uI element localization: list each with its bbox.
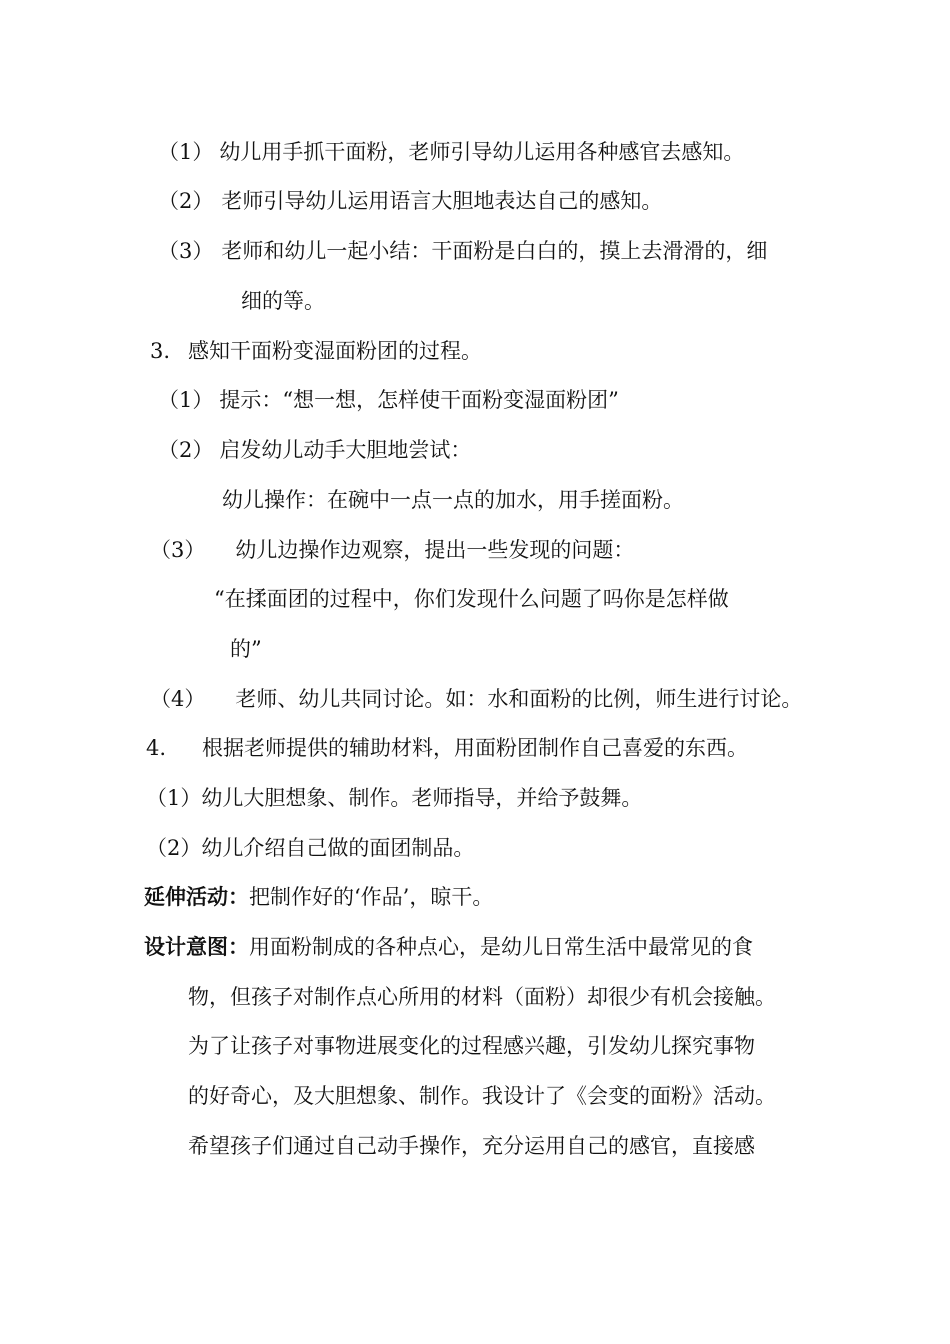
step-3-1 — [158, 385, 619, 415]
step-2-2 — [158, 186, 662, 216]
item-marker: （1） — [158, 140, 214, 164]
item-text: 的” — [230, 637, 262, 661]
item-text: 幼儿操作：在碗中一点一点的加水，用手搓面粉。 — [222, 488, 684, 512]
step-3-heading — [150, 336, 482, 366]
item-text: 把制作好的‘作品’，晾干。 — [249, 885, 494, 909]
item-text: “在揉面团的过程中，你们发现什么问题了吗你是怎样做 — [214, 587, 729, 611]
item-marker: （4） — [150, 687, 206, 711]
step-4-heading — [146, 733, 748, 763]
design-intent-line-4 — [188, 1081, 776, 1111]
item-marker: （3） — [158, 239, 214, 263]
item-marker: （3） — [150, 538, 206, 562]
item-text: 提示：“想一想，怎样使干面粉变湿面粉团” — [219, 388, 619, 412]
item-marker: （1） — [158, 388, 214, 412]
design-intent-line-5 — [188, 1131, 755, 1161]
design-intent-line-3 — [188, 1031, 755, 1061]
step-3-3-quote — [214, 584, 729, 614]
item-marker: （1） — [146, 786, 202, 810]
item-marker: （2） — [146, 836, 202, 860]
step-3-2 — [158, 435, 471, 465]
item-text: 细的等。 — [241, 289, 325, 313]
item-text: 幼儿边操作边观察，提出一些发现的问题： — [235, 538, 635, 562]
item-text: 幼儿介绍自己做的面团制品。 — [201, 836, 475, 860]
item-text: 幼儿大胆想象、制作。老师指导，并给予鼓舞。 — [201, 786, 643, 810]
item-marker: （2） — [158, 189, 214, 213]
item-marker: 3. — [150, 339, 171, 363]
item-marker: 4. — [146, 736, 167, 760]
item-marker: （2） — [158, 438, 214, 462]
item-text: 根据老师提供的辅助材料，用面粉团制作自己喜爱的东西。 — [202, 736, 749, 760]
step-4-1 — [146, 783, 642, 813]
step-3-2-detail — [222, 485, 684, 515]
item-text: 老师、幼儿共同讨论。如：水和面粉的比例，师生进行讨论。 — [235, 687, 803, 711]
item-text: 的好奇心，及大胆想象、制作。我设计了《会变的面粉》活动。 — [188, 1084, 776, 1108]
item-text: 希望孩子们通过自己动手操作，充分运用自己的感官，直接感 — [188, 1134, 755, 1158]
step-3-3-quote-continued — [230, 634, 262, 664]
item-text: 感知干面粉变湿面粉团的过程。 — [188, 339, 483, 363]
step-2-1 — [158, 137, 744, 167]
step-3-4 — [150, 684, 802, 714]
item-text: 老师引导幼儿运用语言大胆地表达自己的感知。 — [221, 189, 663, 213]
item-text: 为了让孩子对事物进展变化的过程感兴趣，引发幼儿探究事物 — [188, 1034, 755, 1058]
item-text: 用面粉制成的各种点心，是幼儿日常生活中最常见的食 — [249, 935, 753, 959]
design-intent — [144, 932, 753, 962]
extension-activity — [144, 882, 493, 912]
step-2-3 — [158, 236, 767, 266]
section-label: 延伸活动： — [144, 884, 249, 909]
design-intent-line-2 — [188, 982, 776, 1012]
step-3-3 — [150, 535, 634, 565]
item-text: 老师和幼儿一起小结：干面粉是白白的，摸上去滑滑的，细 — [221, 239, 768, 263]
step-4-2 — [146, 833, 474, 863]
item-text: 物，但孩子对制作点心所用的材料（面粉）却很少有机会接触。 — [188, 985, 776, 1009]
step-2-3-continued — [241, 286, 325, 316]
item-text: 幼儿用手抓干面粉，老师引导幼儿运用各种感官去感知。 — [219, 140, 745, 164]
section-label: 设计意图： — [144, 934, 249, 959]
item-text: 启发幼儿动手大胆地尝试： — [219, 438, 472, 462]
